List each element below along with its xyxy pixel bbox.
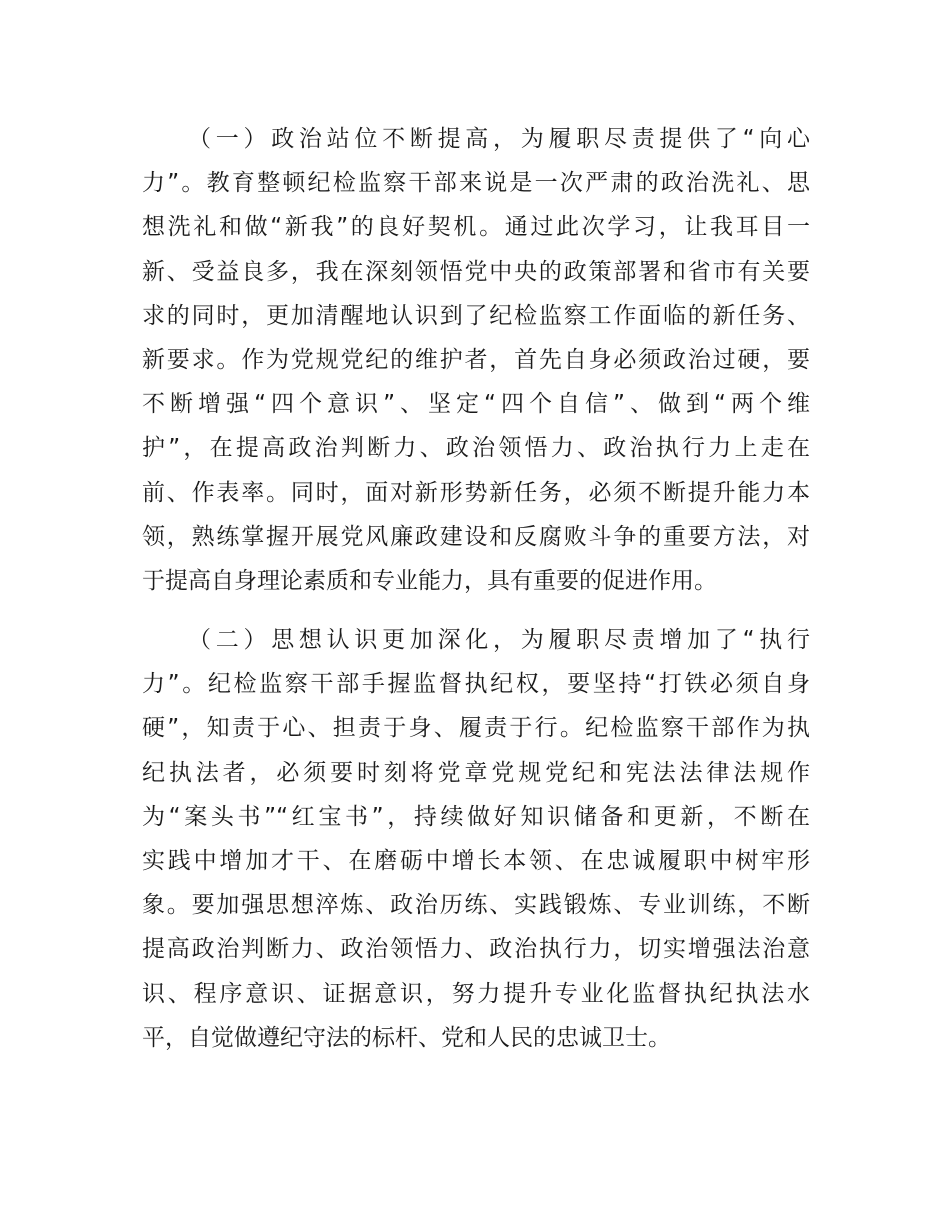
paragraph-line: 力”。教育整顿纪检监察干部来说是一次严肃的政治洗礼、思 [142,170,810,197]
paragraph-2 [142,618,810,1060]
paragraph-line: 识、程序意识、证据意识，努力提升专业化监督执纪执法水 [142,980,810,1007]
paragraph-line: 领，熟练掌握开展党风廉政建设和反腐败斗争的重要方法，对 [142,523,810,550]
paragraph-line: 前、作表率。同时，面对新形势新任务，必须不断提升能力本 [142,479,810,506]
paragraph-1 [142,117,810,603]
paragraph-line: 于提高自身理论素质和专业能力，具有重要的促进作用。 [142,567,717,594]
document-body [142,117,810,1060]
paragraph-line: 新要求。作为党规党纪的维护者，首先自身必须政治过硬，要 [142,346,810,373]
paragraph-line: 护”，在提高政治判断力、政治领悟力、政治执行力上走在 [142,435,810,462]
paragraph-line: （一）政治站位不断提高，为履职尽责提供了“向心 [188,126,810,152]
paragraph-line: 求的同时，更加清醒地认识到了纪检监察工作面临的新任务、 [142,302,810,329]
paragraph-line: 纪执法者，必须要时刻将党章党规党纪和宪法法律法规作 [142,759,810,786]
paragraph-line: 提高政治判断力、政治领悟力、政治执行力，切实增强法治意 [142,936,810,963]
paragraph-line: 新、受益良多，我在深刻领悟党中央的政策部署和省市有关要 [142,258,810,285]
paragraph-line: 力”。纪检监察干部手握监督执纪权，要坚持“打铁必须自身 [142,671,810,698]
paragraph-line: 象。要加强思想淬炼、政治历练、实践锻炼、专业训练，不断 [142,892,810,919]
paragraph-line: 为“案头书”“红宝书”，持续做好知识储备和更新，不断在 [142,803,810,830]
paragraph-line: 不断增强“四个意识”、坚定“四个自信”、做到“两个维 [142,391,810,418]
paragraph-line: 平，自觉做遵纪守法的标杆、党和人民的忠诚卫士。 [142,1024,671,1051]
paragraph-line: （二）思想认识更加深化，为履职尽责增加了“执行 [188,627,810,654]
paragraph-line: 硬”，知责于心、担责于身、履责于行。纪检监察干部作为执 [142,715,810,742]
paragraph-line: 实践中增加才干、在磨砺中增长本领、在忠诚履职中树牢形 [142,848,810,874]
paragraph-line: 想洗礼和做“新我”的良好契机。通过此次学习，让我耳目一 [142,214,810,241]
